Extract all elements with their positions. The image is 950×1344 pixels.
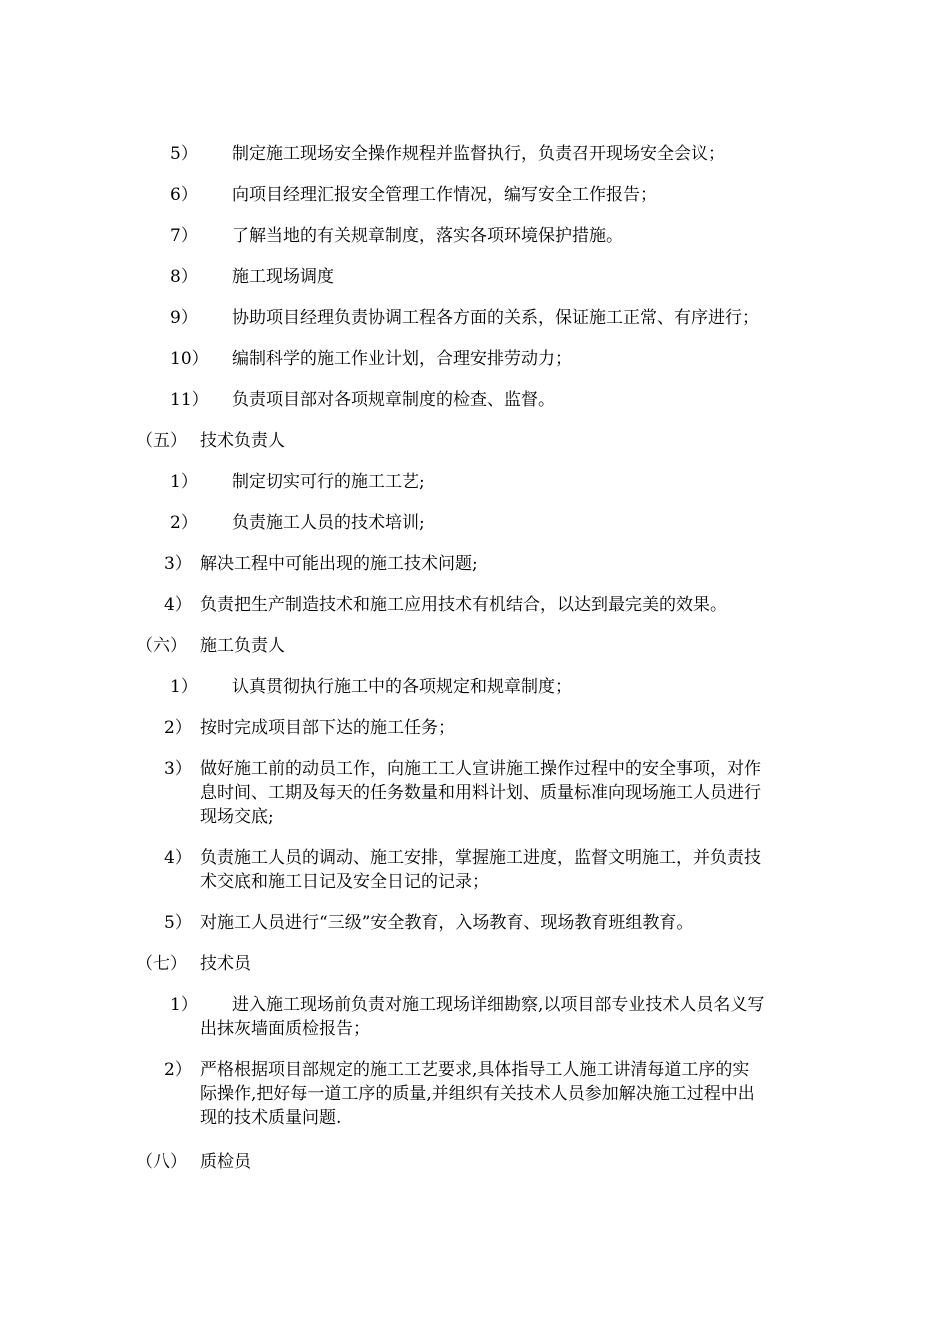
item-number: 1） bbox=[170, 995, 198, 1015]
item-text: 施工现场调度 bbox=[232, 267, 334, 287]
item-text-line: 严格根据项目部规定的施工工艺要求,具体指导工人施工讲清每道工序的实 bbox=[200, 1060, 750, 1080]
item-number: 5） bbox=[170, 144, 198, 164]
item-number: 3） bbox=[164, 554, 192, 574]
item-number: 10） bbox=[170, 349, 209, 369]
item-text-line: 息时间、工期及每天的任务数量和用料计划、质量标准向现场施工人员进行 bbox=[200, 783, 761, 803]
item-number: 1） bbox=[170, 472, 198, 492]
item-number: 7） bbox=[170, 226, 198, 246]
item-text: 负责施工人员的技术培训; bbox=[232, 513, 425, 533]
section-number: （六） bbox=[136, 636, 187, 656]
item-number: 6） bbox=[170, 185, 198, 205]
item-text-line: 负责施工人员的调动、施工安排，掌握施工进度，监督文明施工，并负责技 bbox=[200, 848, 761, 868]
item-number: 8） bbox=[170, 267, 198, 287]
item-text: 认真贯彻执行施工中的各项规定和规章制度； bbox=[232, 677, 572, 697]
item-text: 制定施工现场安全操作规程并监督执行，负责召开现场安全会议； bbox=[232, 144, 725, 164]
item-text: 了解当地的有关规章制度，落实各项环境保护措施。 bbox=[232, 226, 623, 246]
item-number: 1） bbox=[170, 677, 198, 697]
item-number: 2） bbox=[170, 513, 198, 533]
item-text: 解决工程中可能出现的施工技术问题; bbox=[200, 554, 478, 574]
item-text-line: 进入施工现场前负责对施工现场详细勘察,以项目部专业技术人员名义写 bbox=[232, 995, 765, 1015]
section-title: 施工负责人 bbox=[200, 636, 285, 656]
item-text-line: 出抹灰墙面质检报告； bbox=[200, 1019, 370, 1039]
item-text: 制定切实可行的施工工艺; bbox=[232, 472, 425, 492]
item-text: 向项目经理汇报安全管理工作情况，编写安全工作报告； bbox=[232, 185, 657, 205]
item-text-line: 做好施工前的动员工作，向施工工人宣讲施工操作过程中的安全事项，对作 bbox=[200, 759, 761, 779]
item-number: 3） bbox=[164, 759, 192, 779]
item-number: 2） bbox=[164, 1060, 192, 1080]
section-title: 技术员 bbox=[200, 954, 251, 974]
item-number: 11） bbox=[170, 390, 209, 410]
item-text-line: 术交底和施工日记及安全日记的记录； bbox=[200, 872, 489, 892]
item-number: 2） bbox=[164, 718, 192, 738]
item-text: 编制科学的施工作业计划，合理安排劳动力； bbox=[232, 349, 572, 369]
item-text-line: 现的技术质量问题. bbox=[200, 1108, 342, 1128]
item-text: 对施工人员进行“三级”安全教育，入场教育、现场教育班组教育。 bbox=[200, 913, 694, 933]
item-text: 负责把生产制造技术和施工应用技术有机结合，以达到最完美的效果。 bbox=[200, 595, 727, 615]
section-number: （八） bbox=[136, 1152, 187, 1172]
section-number: （七） bbox=[136, 954, 187, 974]
item-text: 负责项目部对各项规章制度的检查、监督。 bbox=[232, 390, 555, 410]
item-number: 5） bbox=[164, 913, 192, 933]
item-text: 协助项目经理负责协调工程各方面的关系，保证施工正常、有序进行； bbox=[232, 308, 759, 328]
item-text-line: 现场交底; bbox=[200, 807, 274, 827]
item-number: 4） bbox=[164, 595, 192, 615]
item-number: 9） bbox=[170, 308, 198, 328]
item-text: 按时完成项目部下达的施工任务； bbox=[200, 718, 455, 738]
section-title: 技术负责人 bbox=[200, 431, 285, 451]
section-title: 质检员 bbox=[200, 1152, 251, 1172]
item-number: 4） bbox=[164, 848, 192, 868]
item-text-line: 际操作,把好每一道工序的质量,并组织有关技术人员参加解决施工过程中出 bbox=[200, 1084, 755, 1104]
section-number: （五） bbox=[136, 431, 187, 451]
